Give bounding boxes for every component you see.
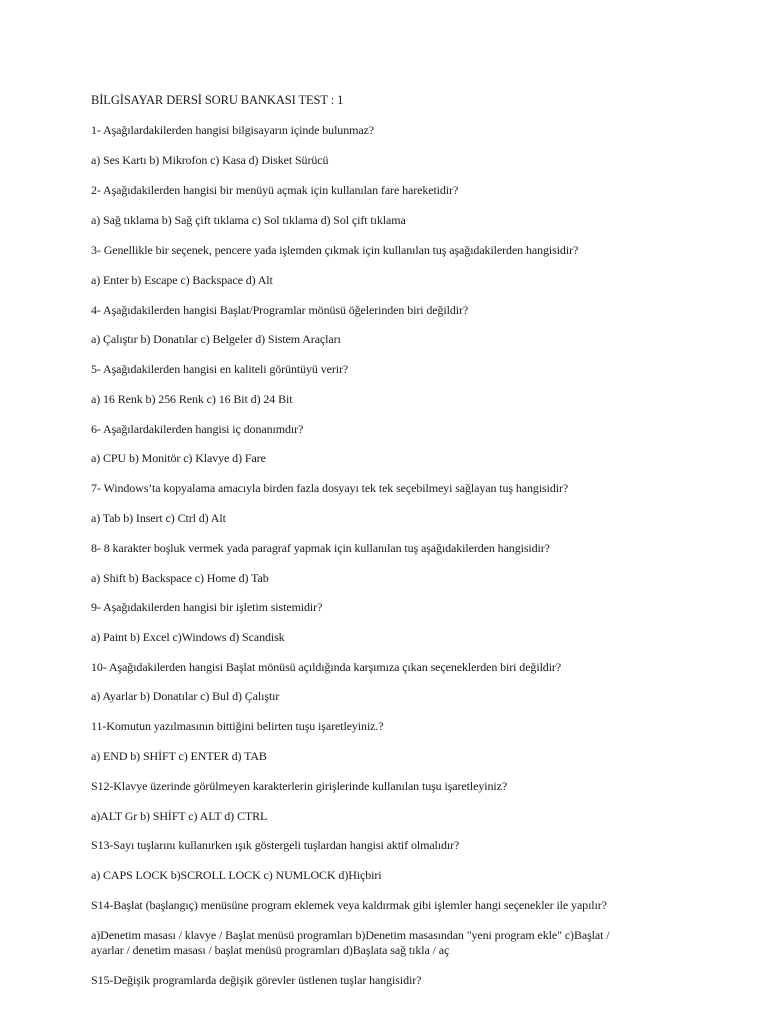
answer-options-14-line-2: ayarlar / denetim masası / başlat menüsü programları d)Başlata sağ tıkla / aç	[91, 943, 450, 957]
answer-options-8: a) Shift b) Backspace c) Home d) Tab	[91, 571, 269, 585]
question-14: S14-Başlat (başlangıç) menüsüne program eklemek veya kaldırmak gibi işlemler hangi seçenekler ile yapılır?	[91, 898, 607, 912]
answer-options-2: a) Sağ tıklama b) Sağ çift tıklama c) Sol tıklama d) Sol çift tıklama	[91, 213, 406, 227]
question-5: 5- Aşağıdakilerden hangisi en kaliteli görüntüyü verir?	[91, 362, 349, 376]
question-1: 1- Aşağılardakilerden hangisi bilgisayarın içinde bulunmaz?	[91, 123, 375, 137]
answer-options-7: a) Tab b) Insert c) Ctrl d) Alt	[91, 511, 226, 525]
answer-options-12: a)ALT Gr b) SHİFT c) ALT d) CTRL	[91, 809, 268, 823]
question-2: 2- Aşağıdakilerden hangisi bir menüyü açmak için kullanılan fare hareketidir?	[91, 183, 459, 197]
question-7: 7- Windows’ta kopyalama amacıyla birden fazla dosyayı tek tek seçebilmeyi sağlayan tuş hangisidir?	[91, 481, 569, 495]
question-13: S13-Sayı tuşlarını kullanırken ışık göstergeli tuşlardan hangisi aktif olmalıdır?	[91, 838, 460, 852]
question-11: 11-Komutun yazılmasının bittiğini belirten tuşu işaretleyiniz.?	[91, 719, 384, 733]
answer-options-4: a) Çalıştır b) Donatılar c) Belgeler d) Sistem Araçları	[91, 332, 341, 346]
answer-options-13: a) CAPS LOCK b)SCROLL LOCK c) NUMLOCK d)Hiçbiri	[91, 868, 382, 882]
answer-options-11: a) END b) SHİFT c) ENTER d) TAB	[91, 749, 267, 763]
document-title: BİLGİSAYAR DERSİ SORU BANKASI TEST : 1	[91, 93, 344, 107]
question-3: 3- Genellikle bir seçenek, pencere yada işlemden çıkmak için kullanılan tuş aşağıdakilerden hangisidir?	[91, 243, 579, 257]
question-15: S15-Değişik programlarda değişik görevler üstlenen tuşlar hangisidir?	[91, 973, 422, 987]
answer-options-1: a) Ses Kartı b) Mikrofon c) Kasa d) Disket Sürücü	[91, 153, 329, 167]
answer-options-6: a) CPU b) Monitör c) Klavye d) Fare	[91, 451, 266, 465]
answer-options-14-line-1: a)Denetim masası / klavye / Başlat menüsü programları b)Denetim masasından "yeni program ekle" c)Başlat /	[91, 928, 610, 942]
question-12: S12-Klavye üzerinde görülmeyen karakterlerin girişlerinde kullanılan tuşu işaretleyiniz?	[91, 779, 508, 793]
question-10: 10- Aşağıdakilerden hangisi Başlat mönüsü açıldığında karşımıza çıkan seçeneklerden biri değildir?	[91, 660, 562, 674]
question-4: 4- Aşağıdakilerden hangisi Başlat/Programlar mönüsü öğelerinden biri değildir?	[91, 303, 469, 317]
answer-options-3: a) Enter b) Escape c) Backspace d) Alt	[91, 273, 273, 287]
answer-options-10: a) Ayarlar b) Donatılar c) Bul d) Çalıştır	[91, 689, 280, 703]
question-8: 8- 8 karakter boşluk vermek yada paragraf yapmak için kullanılan tuş aşağıdakilerden hangisidir?	[91, 541, 550, 555]
question-9: 9- Aşağıdakilerden hangisi bir işletim sistemidir?	[91, 600, 323, 614]
answer-options-9: a) Paint b) Excel c)Windows d) Scandisk	[91, 630, 285, 644]
question-6: 6- Aşağılardakilerden hangisi iç donanımdır?	[91, 422, 304, 436]
answer-options-5: a) 16 Renk b) 256 Renk c) 16 Bit d) 24 Bit	[91, 392, 293, 406]
